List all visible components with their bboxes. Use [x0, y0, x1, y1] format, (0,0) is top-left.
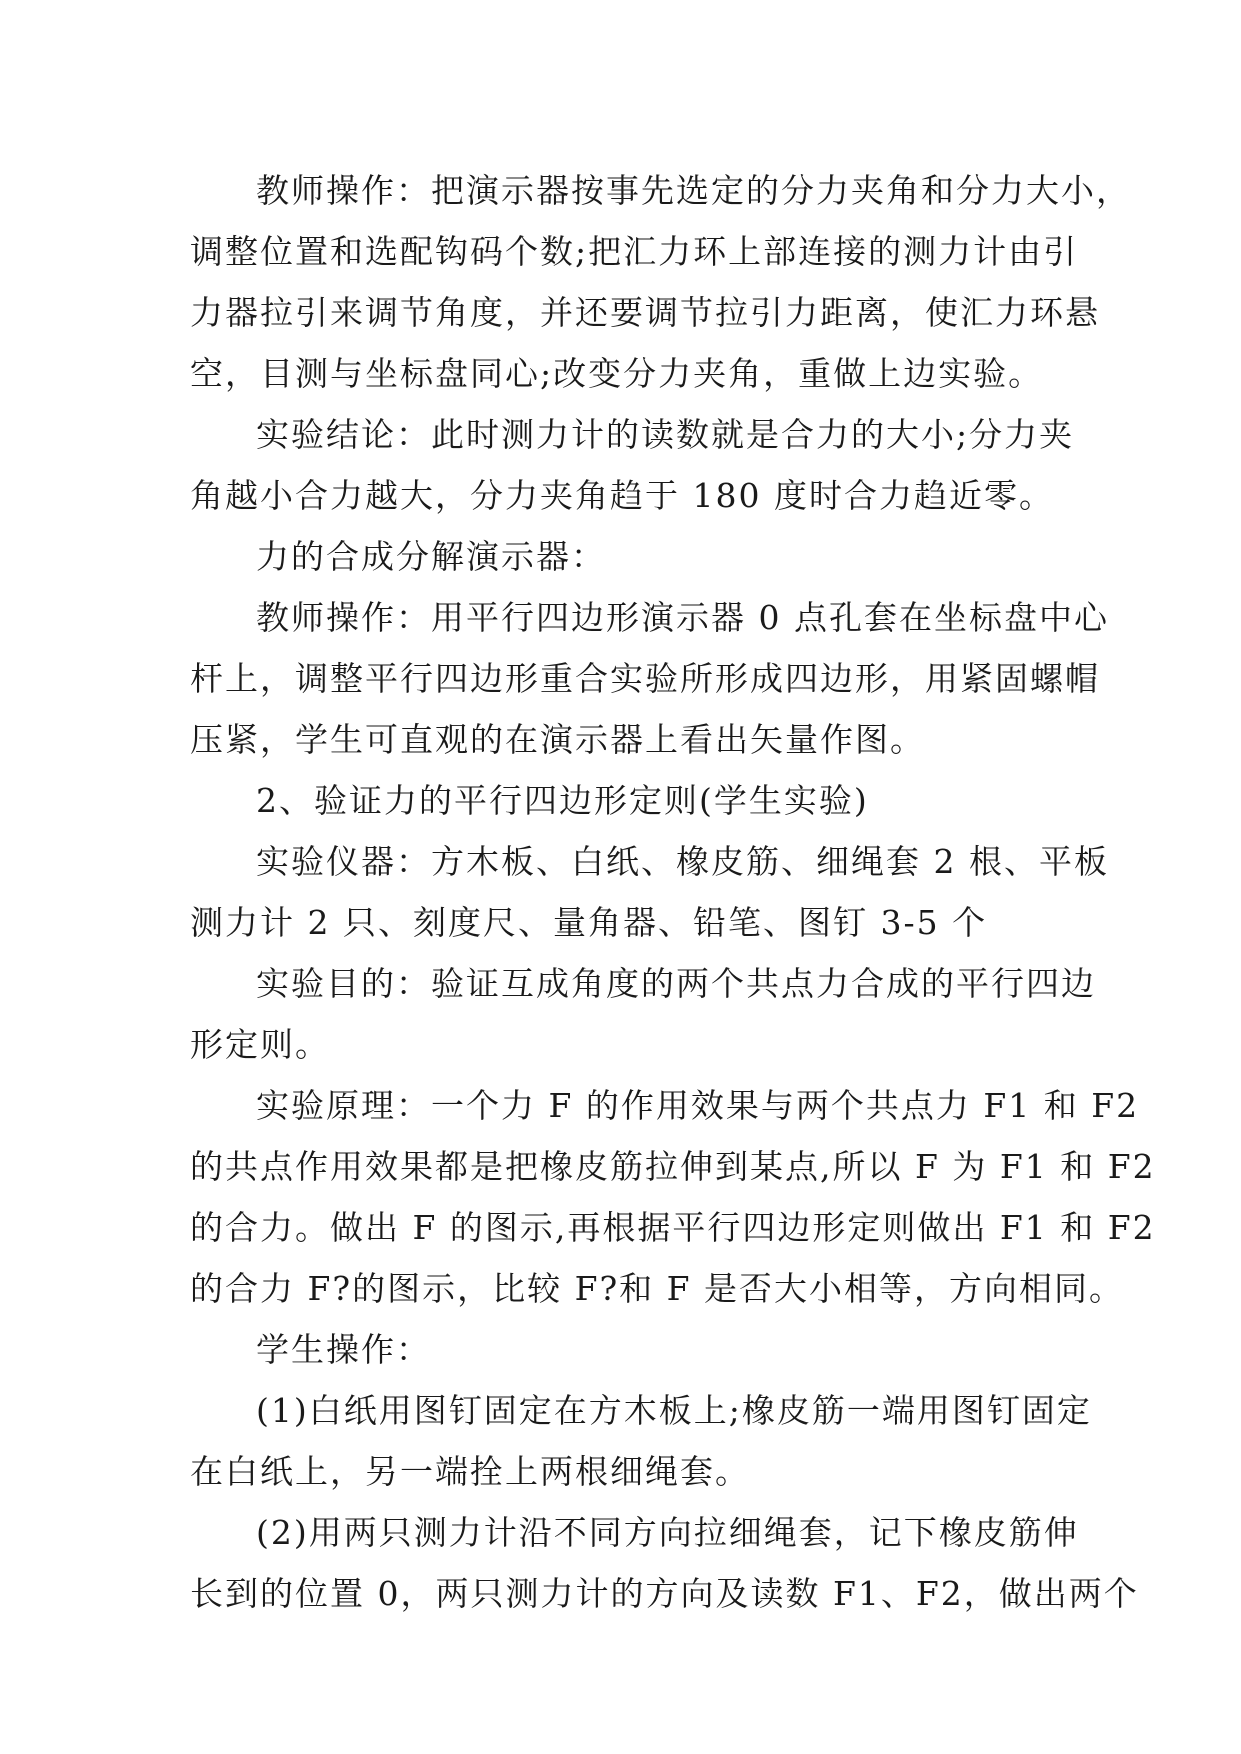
- text-line: 的共点作用效果都是把橡皮筋拉伸到某点,所以 F 为 F1 和 F2: [190, 1147, 1156, 1186]
- text-line: 杆上，调整平行四边形重合实验所形成四边形，用紧固螺帽: [190, 659, 1100, 698]
- text-line: 角越小合力越大，分力夹角趋于 180 度时合力趋近零。: [190, 476, 1054, 515]
- text-line: (2)用两只测力计沿不同方向拉细绳套，记下橡皮筋伸: [256, 1513, 1079, 1552]
- text-line: (1)白纸用图钉固定在方木板上;橡皮筋一端用图钉固定: [256, 1391, 1092, 1430]
- text-line: 测力计 2 只、刻度尺、量角器、铅笔、图钉 3-5 个: [190, 903, 988, 942]
- document-body: [190, 160, 1156, 1624]
- text-line: 实验仪器：方木板、白纸、橡皮筋、细绳套 2 根、平板: [256, 842, 1109, 881]
- text-line: 调整位置和选配钩码个数;把汇力环上部连接的测力计由引: [190, 232, 1079, 271]
- text-line: 空，目测与坐标盘同心;改变分力夹角，重做上边实验。: [190, 354, 1044, 393]
- text-line: 的合力 F?的图示，比较 F?和 F 是否大小相等，方向相同。: [190, 1269, 1125, 1308]
- text-line: 实验目的：验证互成角度的两个共点力合成的平行四边: [256, 964, 1096, 1003]
- text-line: 教师操作：把演示器按事先选定的分力夹角和分力大小，: [256, 171, 1131, 210]
- text-line: 形定则。: [190, 1025, 330, 1064]
- text-line: 在白纸上，另一端拴上两根细绳套。: [190, 1452, 750, 1491]
- text-line: 2、验证力的平行四边形定则(学生实验): [256, 781, 869, 820]
- text-line: 力的合成分解演示器：: [256, 537, 606, 576]
- text-line: 实验原理：一个力 F 的作用效果与两个共点力 F1 和 F2: [256, 1086, 1140, 1125]
- text-line: 压紧，学生可直观的在演示器上看出矢量作图。: [190, 720, 925, 759]
- text-line: 的合力。做出 F 的图示,再根据平行四边形定则做出 F1 和 F2: [190, 1208, 1156, 1247]
- text-line: 力器拉引来调节角度，并还要调节拉引力距离，使汇力环悬: [190, 293, 1100, 332]
- text-line: 长到的位置 0，两只测力计的方向及读数 F1、F2，做出两个: [190, 1574, 1139, 1613]
- text-line: 教师操作：用平行四边形演示器 0 点孔套在坐标盘中心: [256, 598, 1109, 637]
- text-line: 学生操作：: [256, 1330, 431, 1369]
- text-line: 实验结论：此时测力计的读数就是合力的大小;分力夹: [256, 415, 1075, 454]
